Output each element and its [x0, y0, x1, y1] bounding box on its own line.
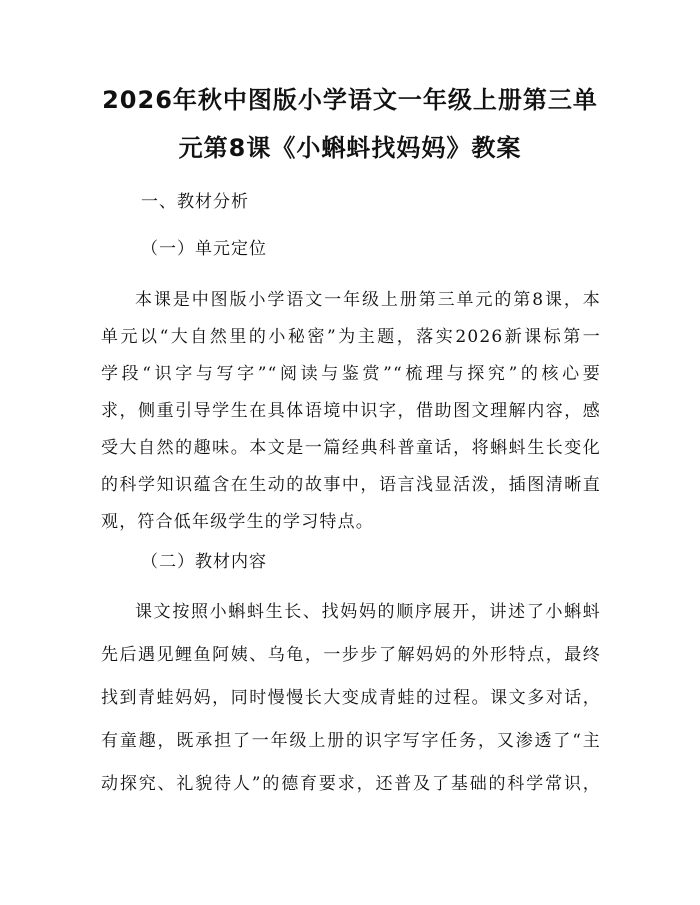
paragraph-line: 的科学知识蕴含在生动的故事中，语言浅显活泼，插图清晰直: [101, 475, 601, 495]
document-title-line-2: 元第8课《小蝌蚪找妈妈》教案: [178, 134, 522, 162]
paragraph-line: 找到青蛙妈妈，同时慢慢长大变成青蛙的过程。课文多对话，: [101, 688, 601, 708]
subsection-heading-content: （二）教材内容: [141, 552, 267, 572]
paragraph-line: 学段“识字与写字”“阅读与鉴赏”“梳理与探究”的核心要: [101, 364, 601, 384]
document-title-line-1: 2026年秋中图版小学语文一年级上册第三单: [102, 86, 598, 114]
paragraph-line: 先后遇见鲤鱼阿姨、乌龟，一步步了解妈妈的外形特点，最终: [101, 645, 601, 665]
paragraph-line-last: 观，符合低年级学生的学习特点。: [101, 512, 374, 532]
paragraph-line: 受大自然的趣味。本文是一篇经典科普童话，将蝌蚪生长变化: [101, 438, 601, 458]
paragraph-line: 动探究、礼貌待人”的德育要求，还普及了基础的科学常识，: [101, 774, 601, 794]
paragraph-line: 求，侧重引导学生在具体语境中识字，借助图文理解内容，感: [101, 401, 601, 421]
paragraph-line: 课文按照小蝌蚪生长、找妈妈的顺序展开，讲述了小蝌蚪: [135, 602, 601, 622]
paragraph-line: 本课是中图版小学语文一年级上册第三单元的第8课，本: [135, 290, 601, 310]
paragraph-line: 单元以“大自然里的小秘密”为主题，落实2026新课标第一: [101, 327, 601, 347]
paragraph-line: 有童趣，既承担了一年级上册的识字写字任务，又渗透了“主: [101, 731, 601, 751]
section-heading-analysis: 一、教材分析: [141, 192, 249, 212]
subsection-heading-unit-position: （一）单元定位: [141, 239, 267, 259]
